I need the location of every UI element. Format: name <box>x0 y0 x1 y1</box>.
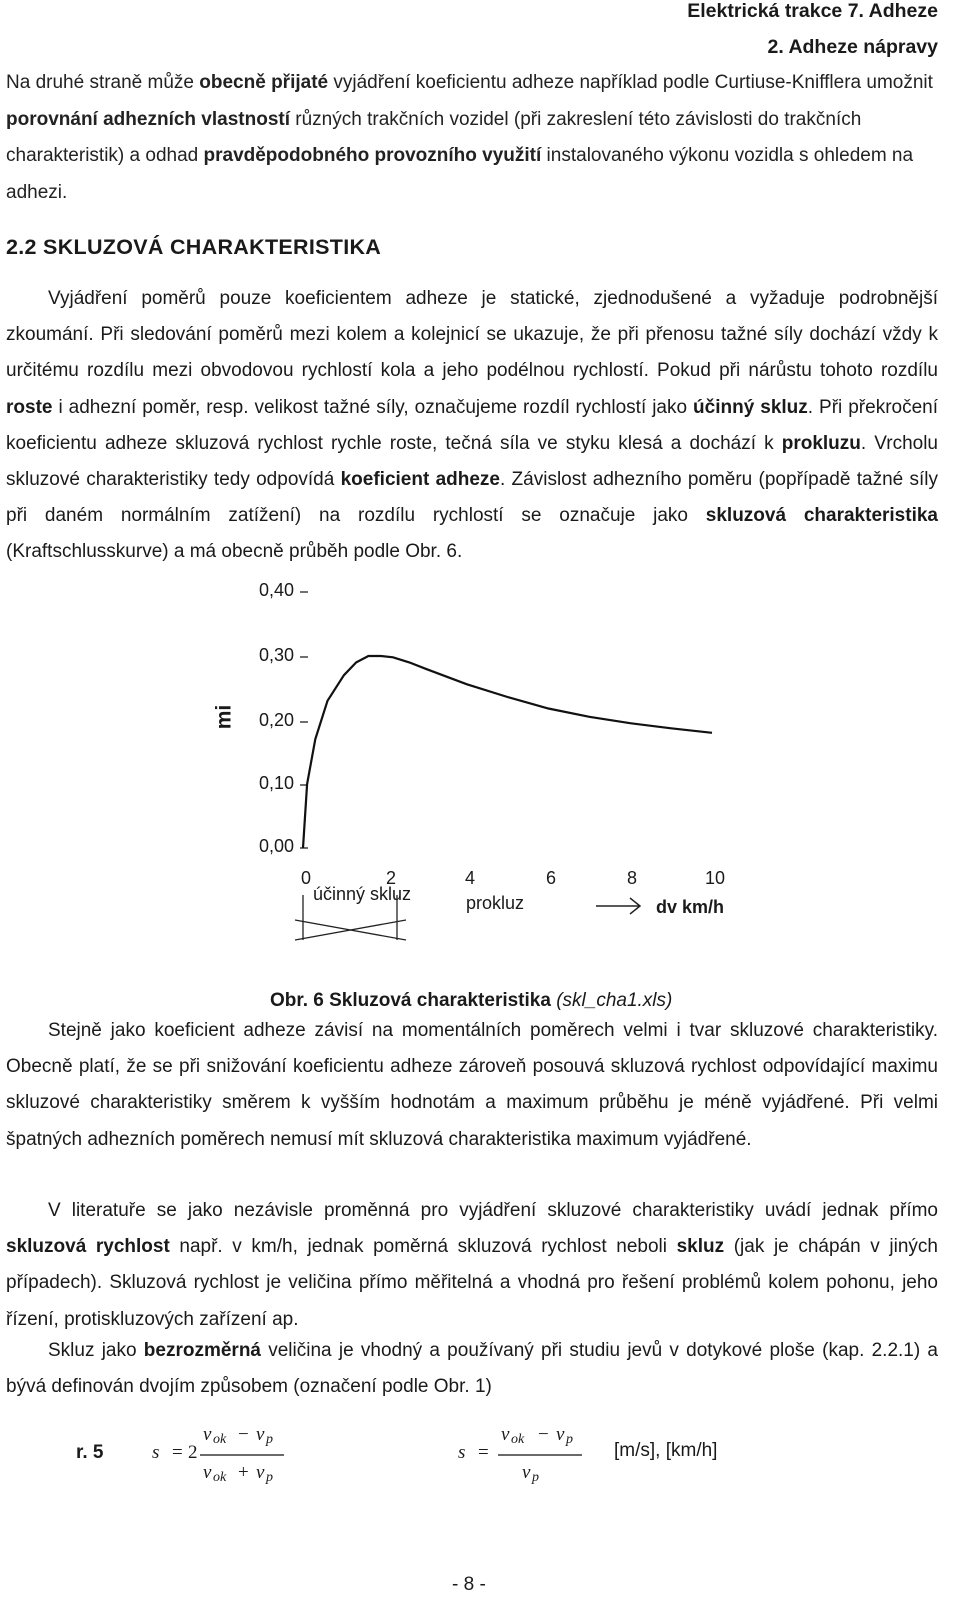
para-dimensionless: Skluz jako bezrozměrná veličina je vhodný a používaný při studiu jevů v dotykové ploše (kap. 2.2.1) a bývá definován dvojím způsobem (označení podle Obr. 1) <box>6 1340 938 1398</box>
header-section: 2. Adheze nápravy <box>767 36 938 58</box>
x-tick-label: 6 <box>545 868 556 888</box>
slip-paragraph: Vyjádření poměrů pouze koeficientem adheze je statické, zjednodušené a vyžaduje podrobnější zkoumání. Při sledování poměrů mezi kolem a kolejnicí se ukazuje, že při přenosu tažné síly dochází vždy k určitému rozdílu mezi obvodovou rychlostí kola a jeho podélnou rychlostí. Pokud při nárůstu tohoto rozdílu roste i adhezní poměr, resp. velikost tažné síly, označujeme rozdíl rychlostí jako účinný skluz. Při překročení koeficientu adheze skluzová rychlost rychle roste, tečná síla ve styku klesá a dochází k prokluzu. Vrcholu skluzové charakteristiky tedy odpovídá koeficient adheze. Závislost adhezního poměru (popřípadě tažné síly při daném normálním zatížení) na rozdílu rychlostí se označuje jako skluzová charakteristika (Kraftschlusskurve) a má obecně průběh podle Obr. 6. <box>6 288 939 563</box>
bold-roste: roste <box>6 396 53 418</box>
y-axis-label: mi <box>212 704 236 730</box>
bold-prokluz: prokluzu <box>781 432 861 454</box>
para-shape: Stejně jako koeficient adheze závisí na momentálních poměrech velmi i tvar skluzové charakteristiky. Obecně platí, že se při snižování koeficientu adheze zároveň posouvá skluzová rychlost odpovídající maximu skluzové charakteristiky směrem k vyšším hodnotám a maximum průběhu je méně vyjádřené. Při velmi špatných adhezních poměrech nemusí mít skluzová charakteristika maximum vyjádřené. <box>6 1020 938 1150</box>
bold-slip-characteristic: skluzová charakteristika <box>705 505 938 527</box>
bold-slip-speed: skluzová rychlost <box>6 1236 170 1258</box>
fraction-bars <box>0 1430 960 1490</box>
x-tick-label: 8 <box>626 868 637 888</box>
x-tick-label: 4 <box>464 868 475 888</box>
bold-slip: skluz <box>676 1236 725 1258</box>
intro-paragraph: Na druhé straně může obecně přijaté vyjádření koeficientu adheze například podle Curtiuse-Knifflera umožnit porovnání adhezních vlastností různých trakčních vozidel (při zakreslení této závislosti do trakčních charakteristik) a odhad pravděpodobného provozního využití instalovaného výkonu vozidla s ohledem na adhezi. <box>6 72 933 203</box>
figure-caption: Obr. 6 Skluzová charakteristika (skl_cha1.xls) <box>270 990 673 1011</box>
x-tick-label: 2 <box>385 868 396 888</box>
header-chapter: Elektrická trakce 7. Adheze <box>687 0 938 22</box>
prokluz-annotation: prokluz <box>466 893 525 913</box>
intro-bold-3: pravděpodobného provozního využití <box>203 145 542 166</box>
y-tick-label: 0,20 <box>258 710 294 730</box>
effective-slip-annotation: účinný skluz <box>313 884 412 904</box>
y-tick-label: 0,40 <box>258 580 294 600</box>
slip-bracket <box>295 895 406 940</box>
equation-label: r. 5 <box>76 1442 104 1463</box>
page-number: - 8 - <box>452 1574 486 1595</box>
bold-coefficient: koeficient adheze <box>340 469 500 491</box>
x-tick-label: 10 <box>704 868 726 888</box>
y-tick-label: 0,30 <box>258 645 294 665</box>
bold-dimensionless: bezrozměrná <box>143 1340 261 1361</box>
units-label: [m/s], [km/h] <box>614 1440 718 1461</box>
y-axis-ticks <box>300 592 308 848</box>
para-literature: V literatuře se jako nezávisle proměnná pro vyjádření skluzové charakteristiky uvádí jednak přímo skluzová rychlost např. v km/h, jednak poměrná skluzová rychlost neboli skluz (jak je chápán v jiných případech). Skluzová rychlost je veličina přímo měřitelná a vhodná pro řešení problémů kolem pohonu, jeho řízení, protiskluzových zařízení ap. <box>6 1200 938 1330</box>
intro-bold-1: obecně přijaté <box>199 72 329 93</box>
arrow-icon <box>596 898 640 914</box>
intro-bold-2: porovnání adhezních vlastností <box>6 108 290 130</box>
section-title: 2.2 SKLUZOVÁ CHARAKTERISTIKA <box>6 235 382 259</box>
y-tick-label: 0,10 <box>258 773 294 793</box>
y-tick-label: 0,00 <box>258 836 294 856</box>
slip-curve <box>303 656 712 848</box>
bold-effective-slip: účinný skluz <box>693 396 808 418</box>
x-axis-label: dv km/h <box>656 897 725 917</box>
x-tick-label: 0 <box>300 868 311 888</box>
